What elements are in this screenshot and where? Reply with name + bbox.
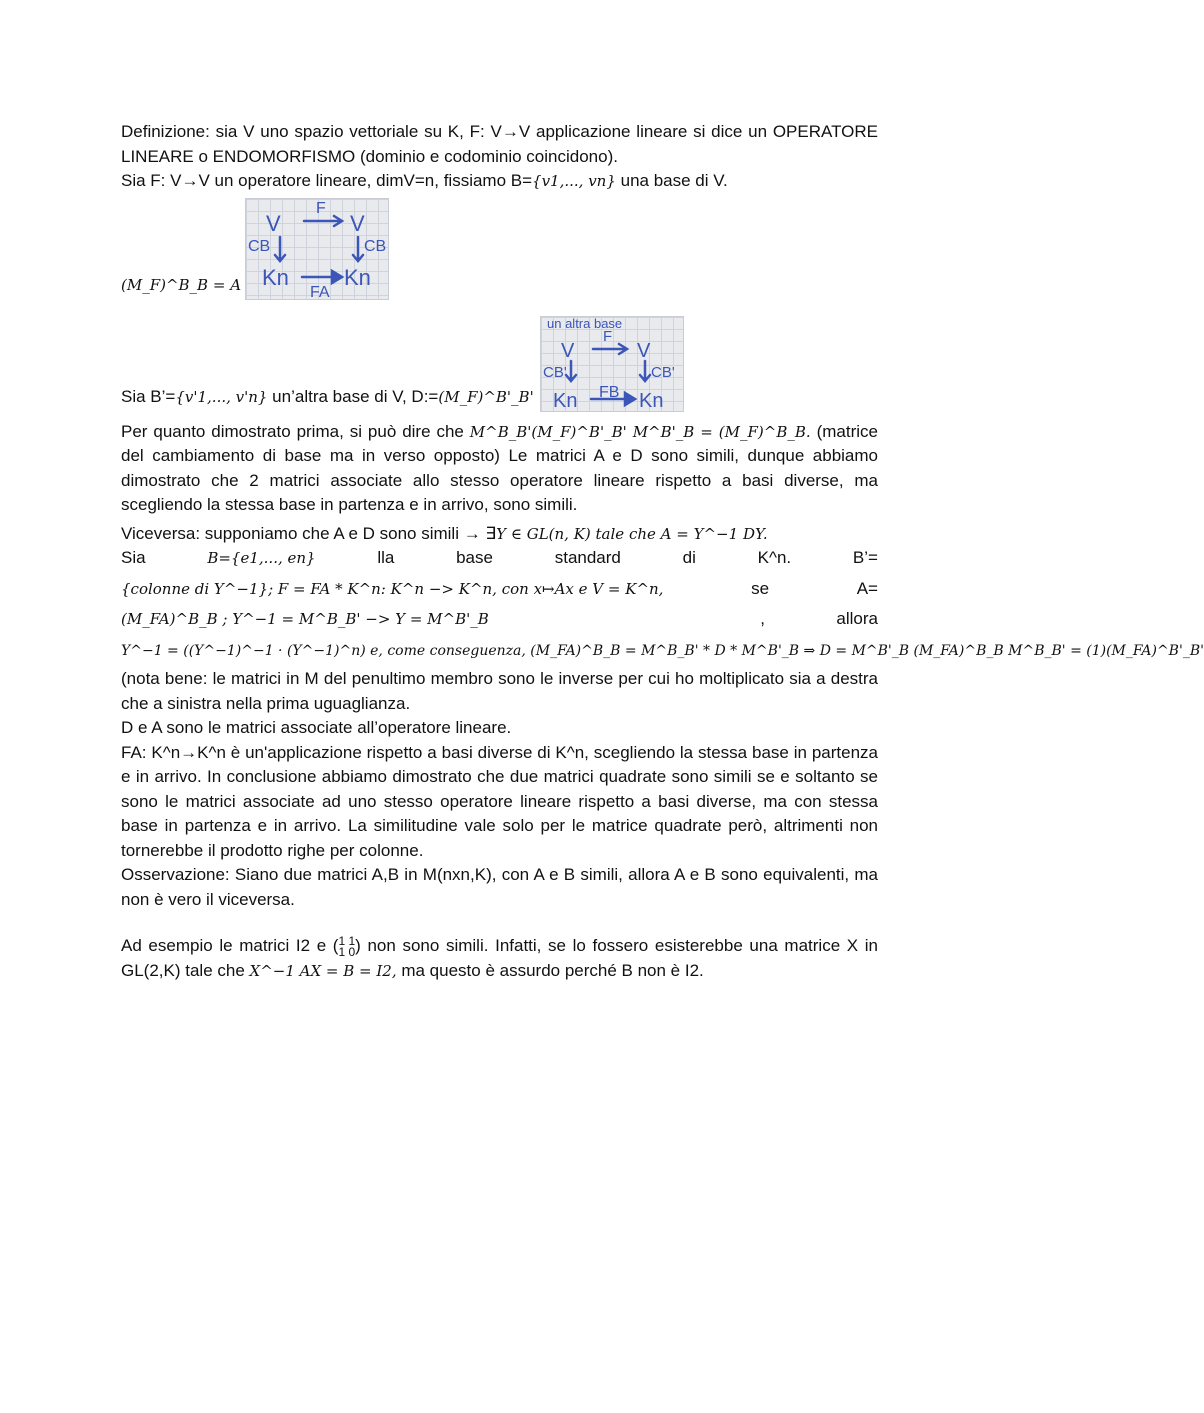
proof-intro: Per quanto dimostrato prima, si può dire che xyxy=(121,421,464,441)
diag1-v-left: V xyxy=(266,210,281,236)
sb-word-5: standard xyxy=(554,548,621,567)
document-page xyxy=(121,120,1204,983)
converse-text: Viceversa: supponiamo che A e D sono simili → ∃ xyxy=(121,523,497,543)
sb-word-4: base xyxy=(456,548,493,567)
standard-basis-row xyxy=(121,546,878,571)
example-paragraph xyxy=(121,934,878,983)
b-prime-desc: un’altra base di V, D:= xyxy=(267,387,439,406)
converse-paragraph xyxy=(121,522,878,547)
proof-body: (matrice del cambiamento di base ma in verso opposto) Le matrici A e D sono simili, dunque abbiamo dimostrato che 2 matrici associate allo stesso operatore lineare rispetto a basi diverse, ma scegliendo la stessa base in partenza e in arrivo, sono simili. xyxy=(121,421,878,514)
diag1-fa: FA xyxy=(310,283,330,301)
observation-paragraph: Osservazione: Siano due matrici A,B in M(nxn,K), con A e B simili, allora A e B sono equivalenti, ma non è vero il viceversa. xyxy=(121,865,878,909)
diag1-v-right: V xyxy=(350,210,365,236)
sb-word-7: K^n. xyxy=(757,548,792,567)
sb-word-6: di xyxy=(682,548,696,567)
proof-paragraph xyxy=(121,420,878,518)
matrix-a-row xyxy=(121,198,878,300)
note-paragraph: (nota bene: le matrici in M del penultimo membro sono le inverse per cui ho moltiplicato sia a destra che a sinistra nella prima uguaglianza. xyxy=(121,669,878,713)
example-matrix-row-1: 1 1 xyxy=(338,933,356,948)
fa-paragraph: FA: K^n→K^n è un'applicazione rispetto a basi diverse di K^n, scegliendo la stessa base in partenza e in arrivo. In conclusione abbiamo dimostrato che due matrici quadrate sono simili se e soltanto se sono le matrici associate ad uno stesso operatore lineare rispetto a basi diverse, ma con stessa base in partenza e in arrivo. La similitudine vale solo per le matrice quadrate però, altrimenti non tornerebbe il prodotto righe per colonne. xyxy=(121,742,878,860)
sb-word-3: lla xyxy=(377,548,395,567)
b-prime-label: Sia B’= xyxy=(121,387,176,406)
fa-se: se xyxy=(751,578,770,598)
conclusion-equation: Y^−1 = ((Y^−1)^−1 · (Y^−1)^n) e, come conseguenza, (M_FA)^B_B = M^B_B' * D * M^B'_B ⇒ D = M^B'_B (M_FA)^B_B M^B_B' = (1)(M_FA)^B'_B' xyxy=(121,642,1204,659)
b-prime-text xyxy=(121,385,534,410)
diag2-cb-right: CB' xyxy=(650,363,675,381)
setup-end: una base di V. xyxy=(615,171,728,190)
diag1-f: F xyxy=(316,199,326,217)
diag2-v-right: V xyxy=(636,339,651,362)
diag1-cb-right: CB xyxy=(364,237,387,255)
diag2-f: F xyxy=(602,327,612,345)
diag2-top: un altra base xyxy=(546,315,622,331)
basis-b-prime-row xyxy=(121,316,878,412)
converse-equation: Y ∈ GL(n, K) tale che A = Y^−1 DY. xyxy=(496,524,768,543)
y-inverse-row xyxy=(121,607,878,632)
diag2-v-left: V xyxy=(560,339,575,362)
d-a-paragraph: D e A sono le matrici associate all’operatore lineare. xyxy=(121,718,512,737)
diag1-kn-right: Kn xyxy=(344,264,371,290)
sb-word-8: B’= xyxy=(852,548,878,567)
sb-basis-math: B={e1,..., en} xyxy=(207,549,316,567)
diag2-kn-left: Kn xyxy=(552,389,578,412)
sb-word-1: Sia xyxy=(121,548,146,567)
allora-text: allora xyxy=(836,609,878,628)
basis-b-math: {v1,..., vn} xyxy=(532,172,616,190)
diag1-kn-left: Kn xyxy=(262,264,289,290)
fa-definition-row xyxy=(121,577,878,602)
example-matrix xyxy=(338,933,356,959)
fa-definition-equation: {colonne di Y^−1}; F = FA * K^n: K^n −> K^n, con x↦Ax e V = K^n, xyxy=(121,579,664,598)
example-matrix-row-2: 1 0 xyxy=(338,944,356,959)
commutative-diagram-2 xyxy=(541,317,683,411)
diagram-photo-1 xyxy=(245,198,389,300)
diagram-photo-2 xyxy=(540,316,684,412)
example-equation: X^−1 AX = B = I2, xyxy=(249,961,397,980)
b-prime-math: {v'1,..., v'n} xyxy=(175,388,268,406)
diag1-cb-left: CB xyxy=(248,237,271,255)
diag2-cb-left: CB' xyxy=(542,363,567,381)
diag2-fb: FB xyxy=(598,383,620,401)
example-body: ) non sono simili. Infatti, se lo fossero esisterebbe una matrice X in GL(2,K) tale che xyxy=(121,936,878,980)
commutative-diagram-1 xyxy=(246,199,388,299)
setup-paragraph xyxy=(121,169,878,194)
y-inverse-comma: , xyxy=(760,609,765,628)
conclusion-equation-row xyxy=(121,638,1204,664)
proof-equation: M^B_B'(M_F)^B'_B' M^B'_B = (M_F)^B_B. xyxy=(469,422,811,441)
matrix-d-equation: (M_F)^B'_B' xyxy=(438,388,534,406)
example-end: ma questo è assurdo perché B non è I2. xyxy=(396,960,704,980)
matrix-a-equation: (M_F)^B_B = A xyxy=(121,276,242,294)
y-inverse-equation: (M_FA)^B_B ; Y^−1 = M^B_B' −> Y = M^B'_B xyxy=(121,610,489,628)
diag2-kn-right: Kn xyxy=(638,389,664,412)
setup-text: Sia F: V→V un operatore lineare, dimV=n, fissiamo B= xyxy=(121,171,533,190)
definition-paragraph: Definizione: sia V uno spazio vettoriale su K, F: V→V applicazione lineare si dice un OPERATORE LINEARE o ENDOMORFISMO (dominio e codominio coincidono). xyxy=(121,122,878,166)
example-intro: Ad esempio le matrici I2 e ( xyxy=(121,936,339,955)
fa-a-equals: A= xyxy=(856,578,878,598)
